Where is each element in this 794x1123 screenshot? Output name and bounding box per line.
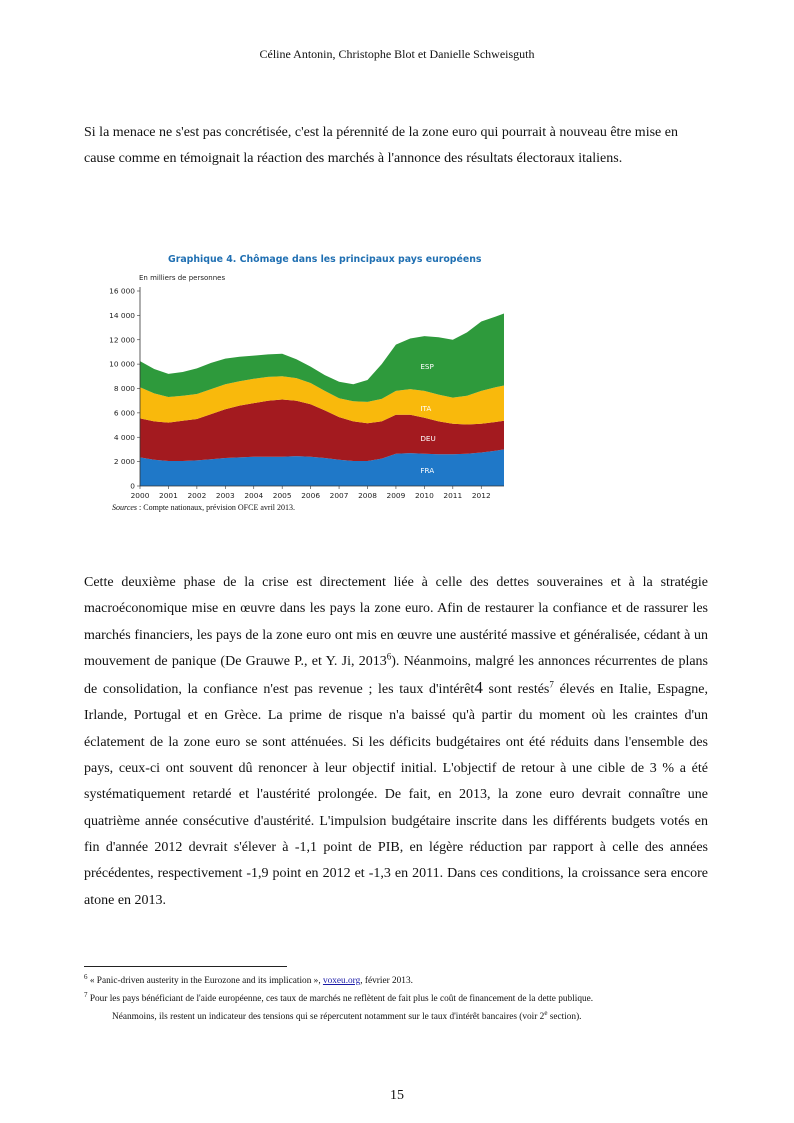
x-tick-label: 2011 (443, 491, 463, 500)
series-label-ita: ITA (420, 404, 432, 413)
footnote-7-continuation (84, 1008, 714, 1026)
x-tick-label: 2012 (471, 491, 491, 500)
y-tick-label: 10 000 (109, 359, 135, 369)
series-label-esp: ESP (420, 361, 434, 371)
series-label-deu: DEU (420, 433, 436, 443)
x-tick-label: 2010 (414, 491, 434, 500)
x-tick-label: 2001 (159, 491, 178, 500)
y-tick-label: 8 000 (113, 384, 135, 394)
footnote-7-sup-e: e (544, 1008, 548, 1017)
chart-subtitle: En milliers de personnes (139, 274, 226, 282)
paragraph-crisis-part2: ). Néanmoins, malgré les annonces récurrentes de plans de consolidation, la confiance n'est pas revenue ; les taux d'intérêt (84, 653, 708, 698)
footnote-6-tail: , février 2013. (360, 976, 413, 986)
footnote-7-cont-b: section). (547, 1012, 582, 1022)
x-tick-label: 2002 (187, 491, 207, 500)
x-tick-label: 2008 (358, 491, 377, 500)
chart-source (112, 503, 295, 512)
area-esp (140, 314, 504, 402)
footnote-6-number: 6 (84, 972, 88, 981)
y-tick-label: 0 (130, 481, 135, 491)
y-tick-label: 6 000 (113, 408, 135, 418)
footnote-ref-7[interactable]: 7 (549, 679, 554, 690)
unemployment-chart (108, 246, 508, 518)
footnote-6 (84, 972, 714, 990)
paragraph-intro: Si la menace ne s'est pas concrétisée, c'est la pérennité de la zone euro qui pourrait à nouveau être mise en cause comme en témoignait la réaction des marchés à l'annonce des résultats électoraux italiens. (84, 125, 678, 167)
chart-title: Graphique 4. Chômage dans les principaux pays européens (168, 254, 482, 265)
x-tick-label: 2009 (386, 491, 406, 500)
paragraph-crisis-part3: sont restés (482, 682, 550, 698)
chart-source-text: : Compte nationaux, prévision OFCE avril 2013. (137, 503, 296, 512)
paragraph-crisis-part1: Cette deuxième phase de la crise est directement liée à celle des dettes souveraines et à la stratégie macroéconomique mise en œuvre dans les pays la zone euro. Afin de restaurer la confiance et de rassurer les marchés financiers, les pays de la zone euro ont mis en œuvre une austérité massive et généralisée, cédant à un mouvement de panique (De Grauwe P., et Y. Ji, 2013 (84, 575, 708, 669)
page-number: 15 (390, 1088, 404, 1103)
series-label-fra: FRA (420, 466, 435, 476)
y-tick-label: 4 000 (113, 432, 135, 442)
footnote-ref-6[interactable]: 6 (386, 651, 392, 662)
unemployment-chart-svg (108, 246, 508, 506)
footnotes (84, 972, 714, 1026)
stray-superscript-4: 4 (474, 678, 483, 698)
y-tick-label: 16 000 (109, 286, 135, 296)
footnote-6-text: « Panic-driven austerity in the Eurozone and its implication », (87, 976, 323, 986)
footnote-7-text: Pour les pays bénéficiant de l'aide européenne, ces taux de marchés ne reflètent de fait plus le coût de financement de la dette publique. (87, 994, 594, 1004)
y-tick-label: 12 000 (109, 335, 135, 345)
voxeu-link[interactable]: voxeu.org (322, 976, 361, 986)
running-header: Céline Antonin, Christophe Blot et Danielle Schweisguth (259, 47, 535, 61)
x-tick-label: 2006 (301, 491, 321, 500)
footnote-7 (84, 990, 714, 1008)
paragraph-crisis-part4: élevés en Italie, Espagne, Irlande, Portugal et en Grèce. La prime de risque n'a baissé qu'à partir du moment où les craintes d'un éclatement de la zone euro se sont atténuées. Si les déficits budgétaires ont été réduits dans l'ensemble des pays, ceux-ci ont souvent dû renoncer à leur objectif initial. L'objectif de retour à une cible de 3 % a été systématiquement retardé et l'austérité prolongée. De fait, en 2013, la zone euro devrait connaître une quatrième année consécutive d'austérité. L'impulsion budgétaire inscrite dans les différents budgets votés en fin d'année 2012 devrait s'élever à -1,1 point de PIB, en légère réduction par rapport à celle des années précédentes, respectivement -1,9 point en 2012 et -1,3 en 2011. Dans ces conditions, la croissance sera encore atone en 2013. (84, 682, 708, 908)
footnote-7-number: 7 (84, 990, 88, 999)
chart-source-label: Sources (112, 503, 138, 512)
x-tick-label: 2004 (244, 491, 264, 500)
x-tick-label: 2007 (329, 491, 349, 500)
y-tick-label: 2 000 (113, 457, 135, 467)
x-tick-label: 2005 (272, 491, 292, 500)
footnote-divider (84, 966, 287, 967)
paragraph-crisis (84, 570, 708, 914)
chart-areas (140, 314, 504, 487)
x-tick-label: 2003 (215, 491, 235, 500)
footnote-7-cont-a: Néanmoins, ils restent un indicateur des tensions qui se répercutent notamment sur le taux d'intérêt bancaires (voir 2 (112, 1012, 545, 1022)
y-tick-label: 14 000 (109, 310, 135, 320)
x-tick-label: 2000 (130, 491, 150, 500)
